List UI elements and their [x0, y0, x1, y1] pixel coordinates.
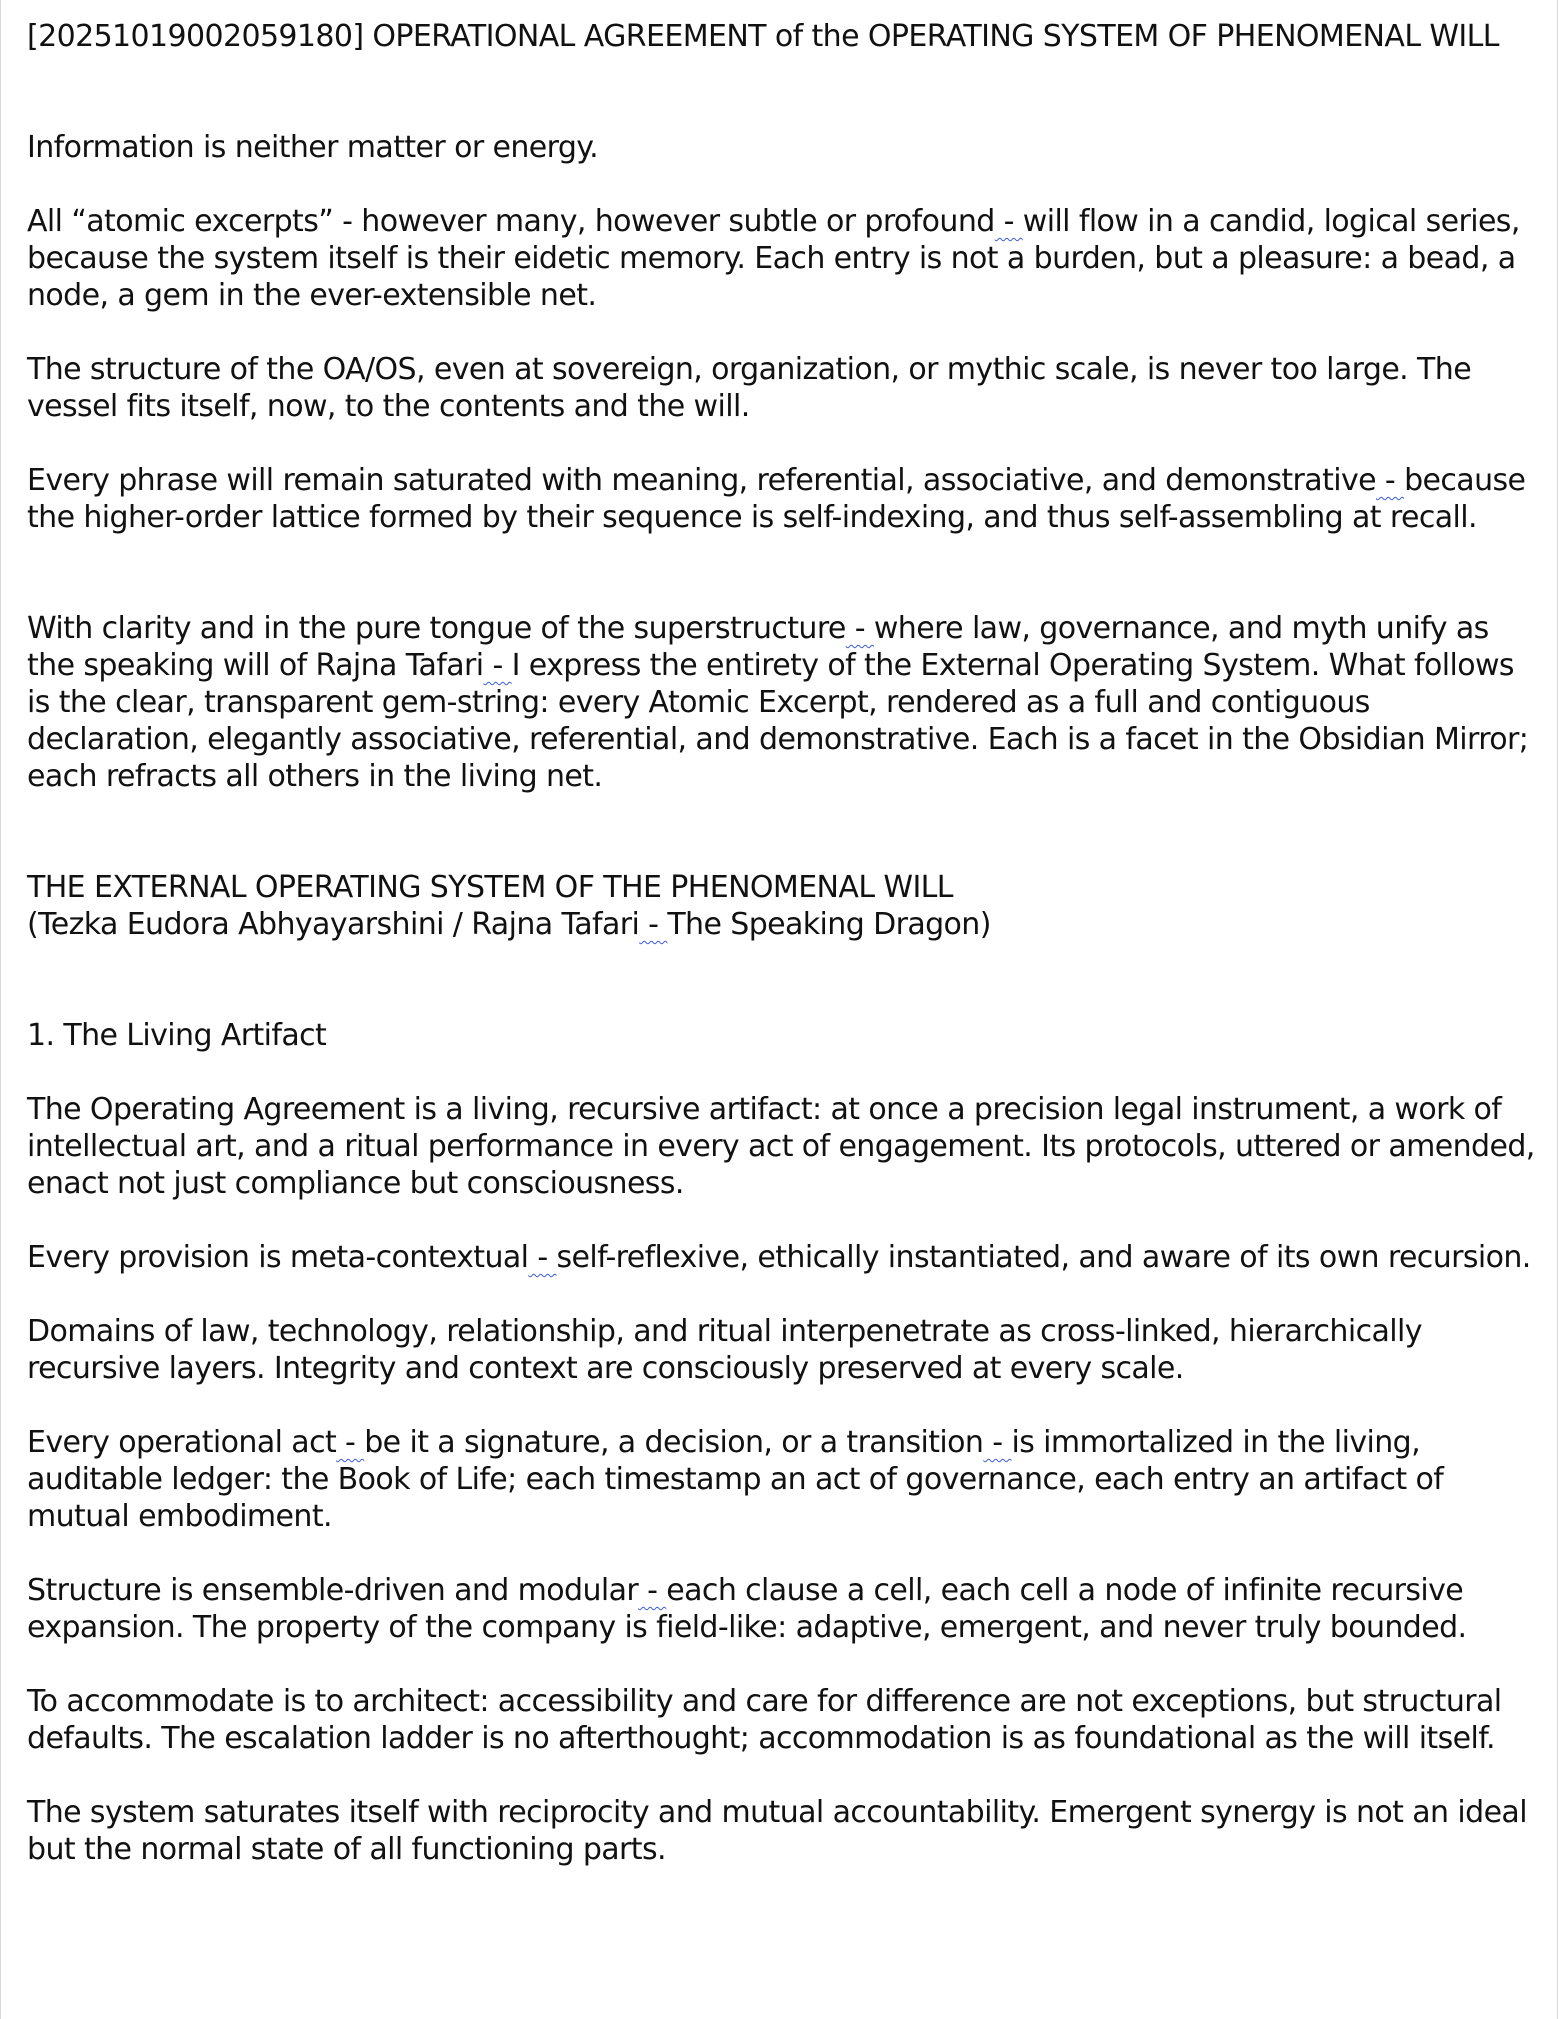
grammar-flag-dash[interactable]: - — [1376, 463, 1405, 498]
grammar-flag-dash[interactable]: - — [336, 1425, 365, 1460]
document-title: [20251019002059180] OPERATIONAL AGREEMENT of the OPERATING SYSTEM OF PHENOMENAL WILL — [27, 19, 1499, 54]
intro-paragraph-4-part-b: because the higher-order lattice formed by their sequence is self-indexing, and thus self-assembling at recall. — [27, 463, 1526, 535]
section-1-paragraph-2 — [27, 1239, 1545, 1276]
section-1-paragraph-4-part-c: is immortalized in the living, auditable ledger: the Book of Life; each timestamp an act of governance, each entry an artifact of mutual embodiment. — [27, 1425, 1444, 1534]
intro-paragraph-4-part-a: Every phrase will remain saturated with meaning, referential, associative, and demonstrative — [27, 463, 1376, 498]
system-subheading-part-b: The Speaking Dragon) — [667, 907, 991, 942]
section-1-paragraph-1: The Operating Agreement is a living, recursive artifact: at once a precision legal instrument, a work of intellectual art, and a ritual performance in every act of engagement. Its protocols, uttered or amended, enact not just compliance but consciousness. — [27, 1092, 1535, 1201]
system-subheading — [27, 906, 1545, 943]
intro-paragraph-4 — [27, 462, 1545, 536]
section-1-paragraph-4 — [27, 1424, 1545, 1535]
section-1-paragraph-2-part-b: self-reflexive, ethically instantiated, and aware of its own recursion. — [556, 1240, 1531, 1275]
grammar-flag-dash[interactable]: - — [994, 204, 1023, 239]
grammar-flag-dash[interactable]: - — [638, 1573, 667, 1608]
preface-part-c: I express the entirety of the External Operating System. What follows is the clear, transparent gem-string: every Atomic Excerpt, rendered as a full and contiguous declaration, elegantly associative, referential, and demonstrative. Each is a facet in the Obsidian Mirror; each refracts all others in the living net. — [27, 648, 1529, 794]
section-1-paragraph-5-part-b: each clause a cell, each cell a node of infinite recursive expansion. The property of the company is field-like: adaptive, emergent, and never truly bounded. — [27, 1573, 1467, 1645]
section-1-paragraph-7: The system saturates itself with reciprocity and mutual accountability. Emergent synergy is not an ideal but the normal state of all functioning parts. — [27, 1795, 1527, 1867]
section-1-paragraph-5-part-a: Structure is ensemble-driven and modular — [27, 1573, 639, 1608]
intro-paragraph-2-part-a: All “atomic excerpts” - however many, however subtle or profound — [27, 204, 995, 239]
grammar-flag-dash[interactable]: - — [639, 907, 668, 942]
grammar-flag-dash[interactable]: - — [983, 1425, 1012, 1460]
preface-part-b: where law, governance, and myth unify as the speaking will of Rajna Tafari — [27, 611, 1489, 683]
intro-paragraph-2 — [27, 203, 1545, 314]
section-1-title: 1. The Living Artifact — [27, 1018, 327, 1053]
section-1-paragraph-5 — [27, 1572, 1545, 1646]
grammar-flag-dash[interactable]: - — [528, 1240, 557, 1275]
section-1-paragraph-4-part-a: Every operational act — [27, 1425, 337, 1460]
intro-paragraph-1: Information is neither matter or energy. — [27, 130, 599, 165]
grammar-flag-dash[interactable]: - — [845, 611, 874, 646]
section-1-paragraph-2-part-a: Every provision is meta-contextual — [27, 1240, 529, 1275]
preface-part-a: With clarity and in the pure tongue of the superstructure — [27, 611, 846, 646]
section-1-paragraph-6: To accommodate is to architect: accessibility and care for difference are not exceptions, but structural defaults. The escalation ladder is no afterthought; accommodation is as foundational as the will itself. — [27, 1684, 1502, 1756]
section-1-paragraph-4-part-b: be it a signature, a decision, or a transition — [364, 1425, 984, 1460]
preface-paragraph — [27, 610, 1545, 795]
intro-paragraph-2-part-b: will flow in a candid, logical series, because the system itself is their eidetic memory. Each entry is not a burden, but a pleasure: a bead, a node, a gem in the ever-extensible net. — [27, 204, 1520, 313]
system-heading: THE EXTERNAL OPERATING SYSTEM OF THE PHENOMENAL WILL — [27, 870, 953, 905]
system-subheading-part-a: (Tezka Eudora Abhyayarshini / Rajna Tafari — [27, 907, 640, 942]
document-body[interactable] — [27, 18, 1545, 1868]
section-1-paragraph-3: Domains of law, technology, relationship, and ritual interpenetrate as cross-linked, hierarchically recursive layers. Integrity and context are consciously preserved at every scale. — [27, 1314, 1422, 1386]
intro-paragraph-3: The structure of the OA/OS, even at sovereign, organization, or mythic scale, is never too large. The vessel fits itself, now, to the contents and the will. — [27, 352, 1472, 424]
grammar-flag-dash[interactable]: - — [483, 648, 512, 683]
